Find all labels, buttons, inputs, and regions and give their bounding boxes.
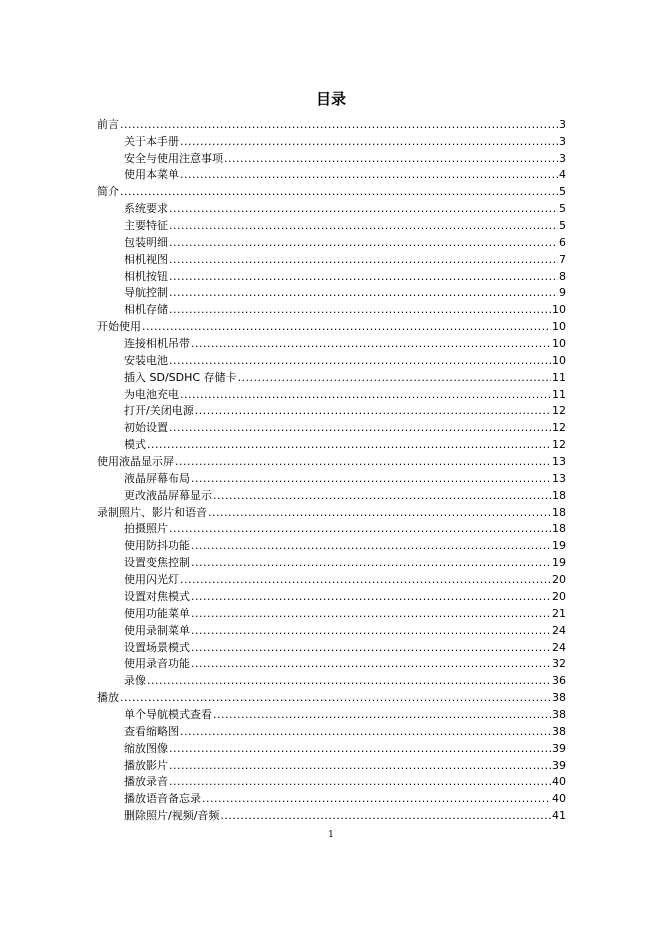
dot-leader xyxy=(175,455,551,468)
toc-entry-page-number: 38 xyxy=(552,724,566,738)
toc-entry-page-number: 10 xyxy=(552,337,566,351)
toc-entry-page-number: 40 xyxy=(552,775,566,789)
toc-section-entry[interactable] xyxy=(97,535,566,552)
toc-section-entry[interactable] xyxy=(97,670,566,687)
toc-entry-title: 包装明细 xyxy=(124,235,168,249)
toc-section-entry[interactable] xyxy=(97,266,566,283)
toc-entry-page-number: 12 xyxy=(552,421,566,435)
dot-leader xyxy=(169,236,558,249)
toc-entry-page-number: 20 xyxy=(552,573,566,587)
dot-leader xyxy=(147,438,551,451)
dot-leader xyxy=(147,674,551,687)
toc-section-entry[interactable] xyxy=(97,704,566,721)
page-number: 1 xyxy=(328,830,334,840)
toc-entry-page-number: 7 xyxy=(559,252,566,266)
dot-leader xyxy=(238,371,551,384)
toc-section-entry[interactable] xyxy=(97,215,566,232)
dot-leader xyxy=(191,657,551,670)
toc-section-entry[interactable] xyxy=(97,198,566,215)
toc-section-entry[interactable] xyxy=(97,434,566,451)
dot-leader xyxy=(180,725,551,738)
toc-entry-title: 插入 SD/SDHC 存储卡 xyxy=(124,370,237,384)
toc-entry-title: 为电池充电 xyxy=(124,387,179,401)
dot-leader xyxy=(169,775,551,788)
dot-leader xyxy=(169,270,558,283)
dot-leader xyxy=(169,253,558,266)
dot-leader xyxy=(169,759,551,772)
toc-entry-title: 相机按钮 xyxy=(124,269,168,283)
toc-section-entry[interactable] xyxy=(97,249,566,266)
dot-leader xyxy=(195,404,551,417)
toc-entry-page-number: 11 xyxy=(552,387,566,401)
toc-entry-page-number: 40 xyxy=(552,792,566,806)
dot-leader xyxy=(191,539,551,552)
toc-entry-page-number: 18 xyxy=(552,522,566,536)
toc-entry-page-number: 6 xyxy=(559,235,566,249)
dot-leader xyxy=(224,152,558,165)
toc-entry-page-number: 18 xyxy=(552,505,566,519)
toc-entry-page-number: 39 xyxy=(552,741,566,755)
toc-entry-title: 导航控制 xyxy=(124,286,168,300)
toc-section-entry[interactable] xyxy=(97,569,566,586)
toc-section-entry[interactable] xyxy=(97,384,566,401)
toc-section-entry[interactable] xyxy=(97,519,566,536)
toc-entry-title: 使用防抖功能 xyxy=(124,539,190,553)
toc-entry-page-number: 8 xyxy=(559,269,566,283)
toc-section-entry[interactable] xyxy=(97,620,566,637)
toc-entry-page-number: 5 xyxy=(559,185,566,199)
dot-leader xyxy=(169,286,558,299)
toc-entry-title: 使用闪光灯 xyxy=(124,573,179,587)
dot-leader xyxy=(180,573,551,586)
dot-leader xyxy=(191,607,551,620)
toc-section-entry[interactable] xyxy=(97,367,566,384)
toc-section-entry[interactable] xyxy=(97,485,566,502)
toc-section-entry[interactable] xyxy=(97,131,566,148)
toc-entry-title: 液晶屏幕布局 xyxy=(124,471,190,485)
dot-leader xyxy=(191,590,551,603)
dot-leader xyxy=(120,691,551,704)
toc-entry-title: 使用录音功能 xyxy=(124,657,190,671)
toc-entry-page-number: 32 xyxy=(552,657,566,671)
dot-leader xyxy=(169,303,551,316)
toc-entry-title: 初始设置 xyxy=(124,421,168,435)
dot-leader xyxy=(169,202,558,215)
toc-entry-title: 简介 xyxy=(97,185,119,199)
toc-entry-page-number: 3 xyxy=(559,151,566,165)
toc-entry-title: 查看缩略图 xyxy=(124,724,179,738)
toc-section-entry[interactable] xyxy=(97,401,566,418)
dot-leader xyxy=(169,522,551,535)
toc-entry-title: 录像 xyxy=(124,674,146,688)
toc-entry-page-number: 5 xyxy=(559,219,566,233)
toc-entry-page-number: 11 xyxy=(552,370,566,384)
toc-entry-page-number: 10 xyxy=(552,303,566,317)
dot-leader xyxy=(191,624,551,637)
toc-entry-page-number: 13 xyxy=(552,455,566,469)
page-title: 目录 xyxy=(315,90,346,108)
toc-entry-title: 删除照片/视频/音频 xyxy=(124,809,220,823)
toc-entry-page-number: 10 xyxy=(552,353,566,367)
toc-entry-title: 相机存储 xyxy=(124,303,168,317)
dot-leader xyxy=(169,742,551,755)
toc-entry-page-number: 41 xyxy=(552,809,566,823)
toc-entry-title: 使用功能菜单 xyxy=(124,606,190,620)
toc-entry-page-number: 12 xyxy=(552,438,566,452)
toc-entry-page-number: 19 xyxy=(552,556,566,570)
toc-entry-page-number: 39 xyxy=(552,758,566,772)
toc-chapter-entry[interactable] xyxy=(97,114,566,131)
toc-entry-page-number: 18 xyxy=(552,488,566,502)
table-of-contents xyxy=(97,114,566,822)
dot-leader xyxy=(208,506,551,519)
dot-leader xyxy=(169,219,558,232)
toc-entry-title: 关于本手册 xyxy=(124,134,179,148)
toc-entry-title: 安全与使用注意事项 xyxy=(124,151,223,165)
toc-entry-title: 缩放图像 xyxy=(124,741,168,755)
toc-entry-title: 设置变焦控制 xyxy=(124,556,190,570)
toc-section-entry[interactable] xyxy=(97,805,566,822)
dot-leader xyxy=(169,421,551,434)
dot-leader xyxy=(220,809,551,822)
toc-entry-title: 播放录音 xyxy=(124,775,168,789)
dot-leader xyxy=(191,556,551,569)
dot-leader xyxy=(191,337,551,350)
toc-entry-title: 播放影片 xyxy=(124,758,168,772)
toc-section-entry[interactable] xyxy=(97,333,566,350)
toc-entry-title: 前言 xyxy=(97,117,119,131)
toc-entry-title: 更改液晶屏幕显示 xyxy=(124,488,212,502)
toc-section-entry[interactable] xyxy=(97,772,566,789)
toc-entry-title: 使用本菜单 xyxy=(124,168,179,182)
toc-entry-title: 拍摄照片 xyxy=(124,522,168,536)
toc-entry-title: 设置场景模式 xyxy=(124,640,190,654)
toc-section-entry[interactable] xyxy=(97,165,566,182)
toc-section-entry[interactable] xyxy=(97,232,566,249)
toc-entry-page-number: 4 xyxy=(559,168,566,182)
toc-section-entry[interactable] xyxy=(97,788,566,805)
toc-section-entry[interactable] xyxy=(97,283,566,300)
toc-section-entry[interactable] xyxy=(97,755,566,772)
toc-entry-title: 连接相机吊带 xyxy=(124,337,190,351)
toc-entry-page-number: 12 xyxy=(552,404,566,418)
dot-leader xyxy=(142,320,551,333)
toc-entry-page-number: 36 xyxy=(552,674,566,688)
dot-leader xyxy=(213,708,551,721)
toc-entry-page-number: 24 xyxy=(552,640,566,654)
toc-section-entry[interactable] xyxy=(97,299,566,316)
toc-chapter-entry[interactable] xyxy=(97,451,566,468)
toc-section-entry[interactable] xyxy=(97,637,566,654)
dot-leader xyxy=(120,118,558,131)
toc-entry-page-number: 38 xyxy=(552,691,566,705)
toc-entry-page-number: 5 xyxy=(559,202,566,216)
toc-entry-page-number: 3 xyxy=(559,117,566,131)
toc-entry-title: 安装电池 xyxy=(124,353,168,367)
toc-entry-page-number: 13 xyxy=(552,471,566,485)
toc-entry-title: 主要特征 xyxy=(124,219,168,233)
toc-section-entry[interactable] xyxy=(97,738,566,755)
toc-entry-page-number: 21 xyxy=(552,606,566,620)
dot-leader xyxy=(169,354,551,367)
dot-leader xyxy=(191,641,551,654)
toc-entry-title: 录制照片、影片和语音 xyxy=(97,505,207,519)
dot-leader xyxy=(213,489,551,502)
toc-chapter-entry[interactable] xyxy=(97,316,566,333)
toc-entry-title: 播放语音备忘录 xyxy=(124,792,201,806)
toc-chapter-entry[interactable] xyxy=(97,181,566,198)
dot-leader xyxy=(180,168,558,181)
toc-entry-title: 相机视图 xyxy=(124,252,168,266)
toc-section-entry[interactable] xyxy=(97,654,566,671)
toc-section-entry[interactable] xyxy=(97,603,566,620)
toc-section-entry[interactable] xyxy=(97,468,566,485)
toc-entry-title: 开始使用 xyxy=(97,320,141,334)
toc-entry-title: 使用录制菜单 xyxy=(124,623,190,637)
dot-leader xyxy=(180,135,558,148)
toc-entry-title: 使用液晶显示屏 xyxy=(97,455,174,469)
toc-entry-title: 播放 xyxy=(97,691,119,705)
toc-entry-page-number: 3 xyxy=(559,134,566,148)
toc-section-entry[interactable] xyxy=(97,552,566,569)
toc-entry-page-number: 19 xyxy=(552,539,566,553)
toc-entry-title: 打开/关闭电源 xyxy=(124,404,194,418)
toc-entry-title: 设置对焦模式 xyxy=(124,589,190,603)
toc-section-entry[interactable] xyxy=(97,148,566,165)
toc-chapter-entry[interactable] xyxy=(97,687,566,704)
toc-entry-page-number: 38 xyxy=(552,707,566,721)
dot-leader xyxy=(202,792,551,805)
toc-section-entry[interactable] xyxy=(97,350,566,367)
toc-section-entry[interactable] xyxy=(97,586,566,603)
dot-leader xyxy=(191,472,551,485)
toc-entry-page-number: 10 xyxy=(552,320,566,334)
toc-entry-page-number: 24 xyxy=(552,623,566,637)
toc-entry-title: 模式 xyxy=(124,438,146,452)
dot-leader xyxy=(120,185,558,198)
dot-leader xyxy=(180,388,551,401)
toc-section-entry[interactable] xyxy=(97,721,566,738)
toc-entry-page-number: 20 xyxy=(552,589,566,603)
toc-entry-title: 系统要求 xyxy=(124,202,168,216)
toc-chapter-entry[interactable] xyxy=(97,502,566,519)
toc-entry-page-number: 9 xyxy=(559,286,566,300)
toc-section-entry[interactable] xyxy=(97,417,566,434)
toc-entry-title: 单个导航模式查看 xyxy=(124,707,212,721)
